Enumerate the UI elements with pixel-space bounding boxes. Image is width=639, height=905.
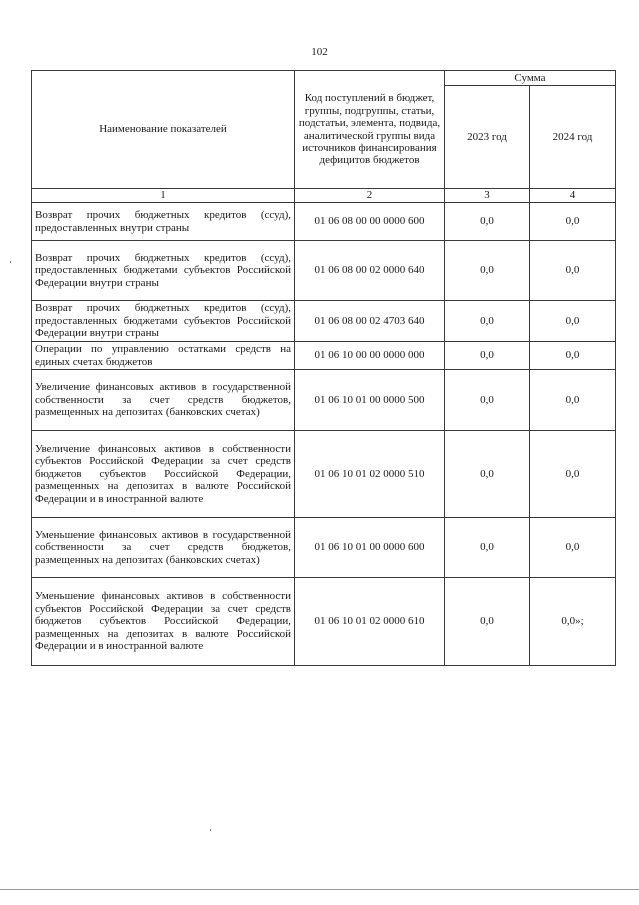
row-value-2023: 0,0 xyxy=(445,203,530,241)
row-name: Возврат прочих бюджетных кредитов (ссуд), предоставленных бюджетами субъектов Российской Федерации внутри страны xyxy=(32,301,295,342)
header-year-2024: 2024 год xyxy=(530,86,616,189)
scan-speck xyxy=(210,829,211,831)
row-name: Увеличение финансовых активов в собственности субъектов Российской Федерации за счет средств бюджетов субъектов Российской Федерации, размещенных на депозитах в валюте Российской Федерации и в иностранной валюте xyxy=(32,431,295,518)
row-name: Уменьшение финансовых активов в государственной собственности за счет средств бюджетов, размещенных на депозитах (банковских счетах) xyxy=(32,518,295,578)
row-code: 01 06 08 00 02 4703 640 xyxy=(295,301,445,342)
row-value-2023: 0,0 xyxy=(445,301,530,342)
row-value-2024: 0,0 xyxy=(530,431,616,518)
scan-edge-line xyxy=(0,889,639,890)
row-value-2023: 0,0 xyxy=(445,370,530,431)
column-number: 2 xyxy=(295,189,445,203)
row-value-2023: 0,0 xyxy=(445,241,530,301)
column-numbers-row xyxy=(32,189,616,203)
row-code: 01 06 10 00 00 0000 000 xyxy=(295,342,445,370)
row-value-2024: 0,0 xyxy=(530,241,616,301)
header-row-top xyxy=(32,71,616,86)
row-value-2024: 0,0»; xyxy=(530,578,616,666)
row-value-2024: 0,0 xyxy=(530,203,616,241)
table-row xyxy=(32,241,616,301)
table-row xyxy=(32,431,616,518)
row-name: Возврат прочих бюджетных кредитов (ссуд), предоставленных бюджетами субъектов Российской Федерации внутри страны xyxy=(32,241,295,301)
table-row xyxy=(32,578,616,666)
row-value-2023: 0,0 xyxy=(445,518,530,578)
row-code: 01 06 08 00 02 0000 640 xyxy=(295,241,445,301)
page-number: 102 xyxy=(311,46,328,58)
row-name: Возврат прочих бюджетных кредитов (ссуд), предоставленных внутри страны xyxy=(32,203,295,241)
column-number: 1 xyxy=(32,189,295,203)
table-row xyxy=(32,342,616,370)
header-code: Код поступлений в бюджет, группы, подгруппы, статьи, подстатьи, элемента, подвида, аналитической группы вида источников финансирования дефицитов бюджетов xyxy=(295,71,445,189)
row-name: Увеличение финансовых активов в государственной собственности за счет средств бюджетов, размещенных на депозитах (банковских счетах) xyxy=(32,370,295,431)
budget-sources-table xyxy=(31,70,616,666)
row-code: 01 06 10 01 02 0000 610 xyxy=(295,578,445,666)
row-code: 01 06 10 01 00 0000 500 xyxy=(295,370,445,431)
row-value-2023: 0,0 xyxy=(445,342,530,370)
row-name: Операции по управлению остатками средств на единых счетах бюджетов xyxy=(32,342,295,370)
row-code: 01 06 10 01 00 0000 600 xyxy=(295,518,445,578)
row-code: 01 06 10 01 02 0000 510 xyxy=(295,431,445,518)
table-row xyxy=(32,203,616,241)
header-sum: Сумма xyxy=(445,71,616,86)
row-value-2023: 0,0 xyxy=(445,578,530,666)
header-name: Наименование показателей xyxy=(32,71,295,189)
column-number: 3 xyxy=(445,189,530,203)
row-value-2023: 0,0 xyxy=(445,431,530,518)
row-name: Уменьшение финансовых активов в собственности субъектов Российской Федерации за счет средств бюджетов субъектов Российской Федерации, размещенных на депозитах в валюте Российской Федерации и в иностранной валюте xyxy=(32,578,295,666)
scan-speck xyxy=(10,261,11,263)
row-code: 01 06 08 00 00 0000 600 xyxy=(295,203,445,241)
row-value-2024: 0,0 xyxy=(530,301,616,342)
row-value-2024: 0,0 xyxy=(530,370,616,431)
table-row xyxy=(32,370,616,431)
table-row xyxy=(32,301,616,342)
header-year-2023: 2023 год xyxy=(445,86,530,189)
table-row xyxy=(32,518,616,578)
row-value-2024: 0,0 xyxy=(530,518,616,578)
row-value-2024: 0,0 xyxy=(530,342,616,370)
column-number: 4 xyxy=(530,189,616,203)
